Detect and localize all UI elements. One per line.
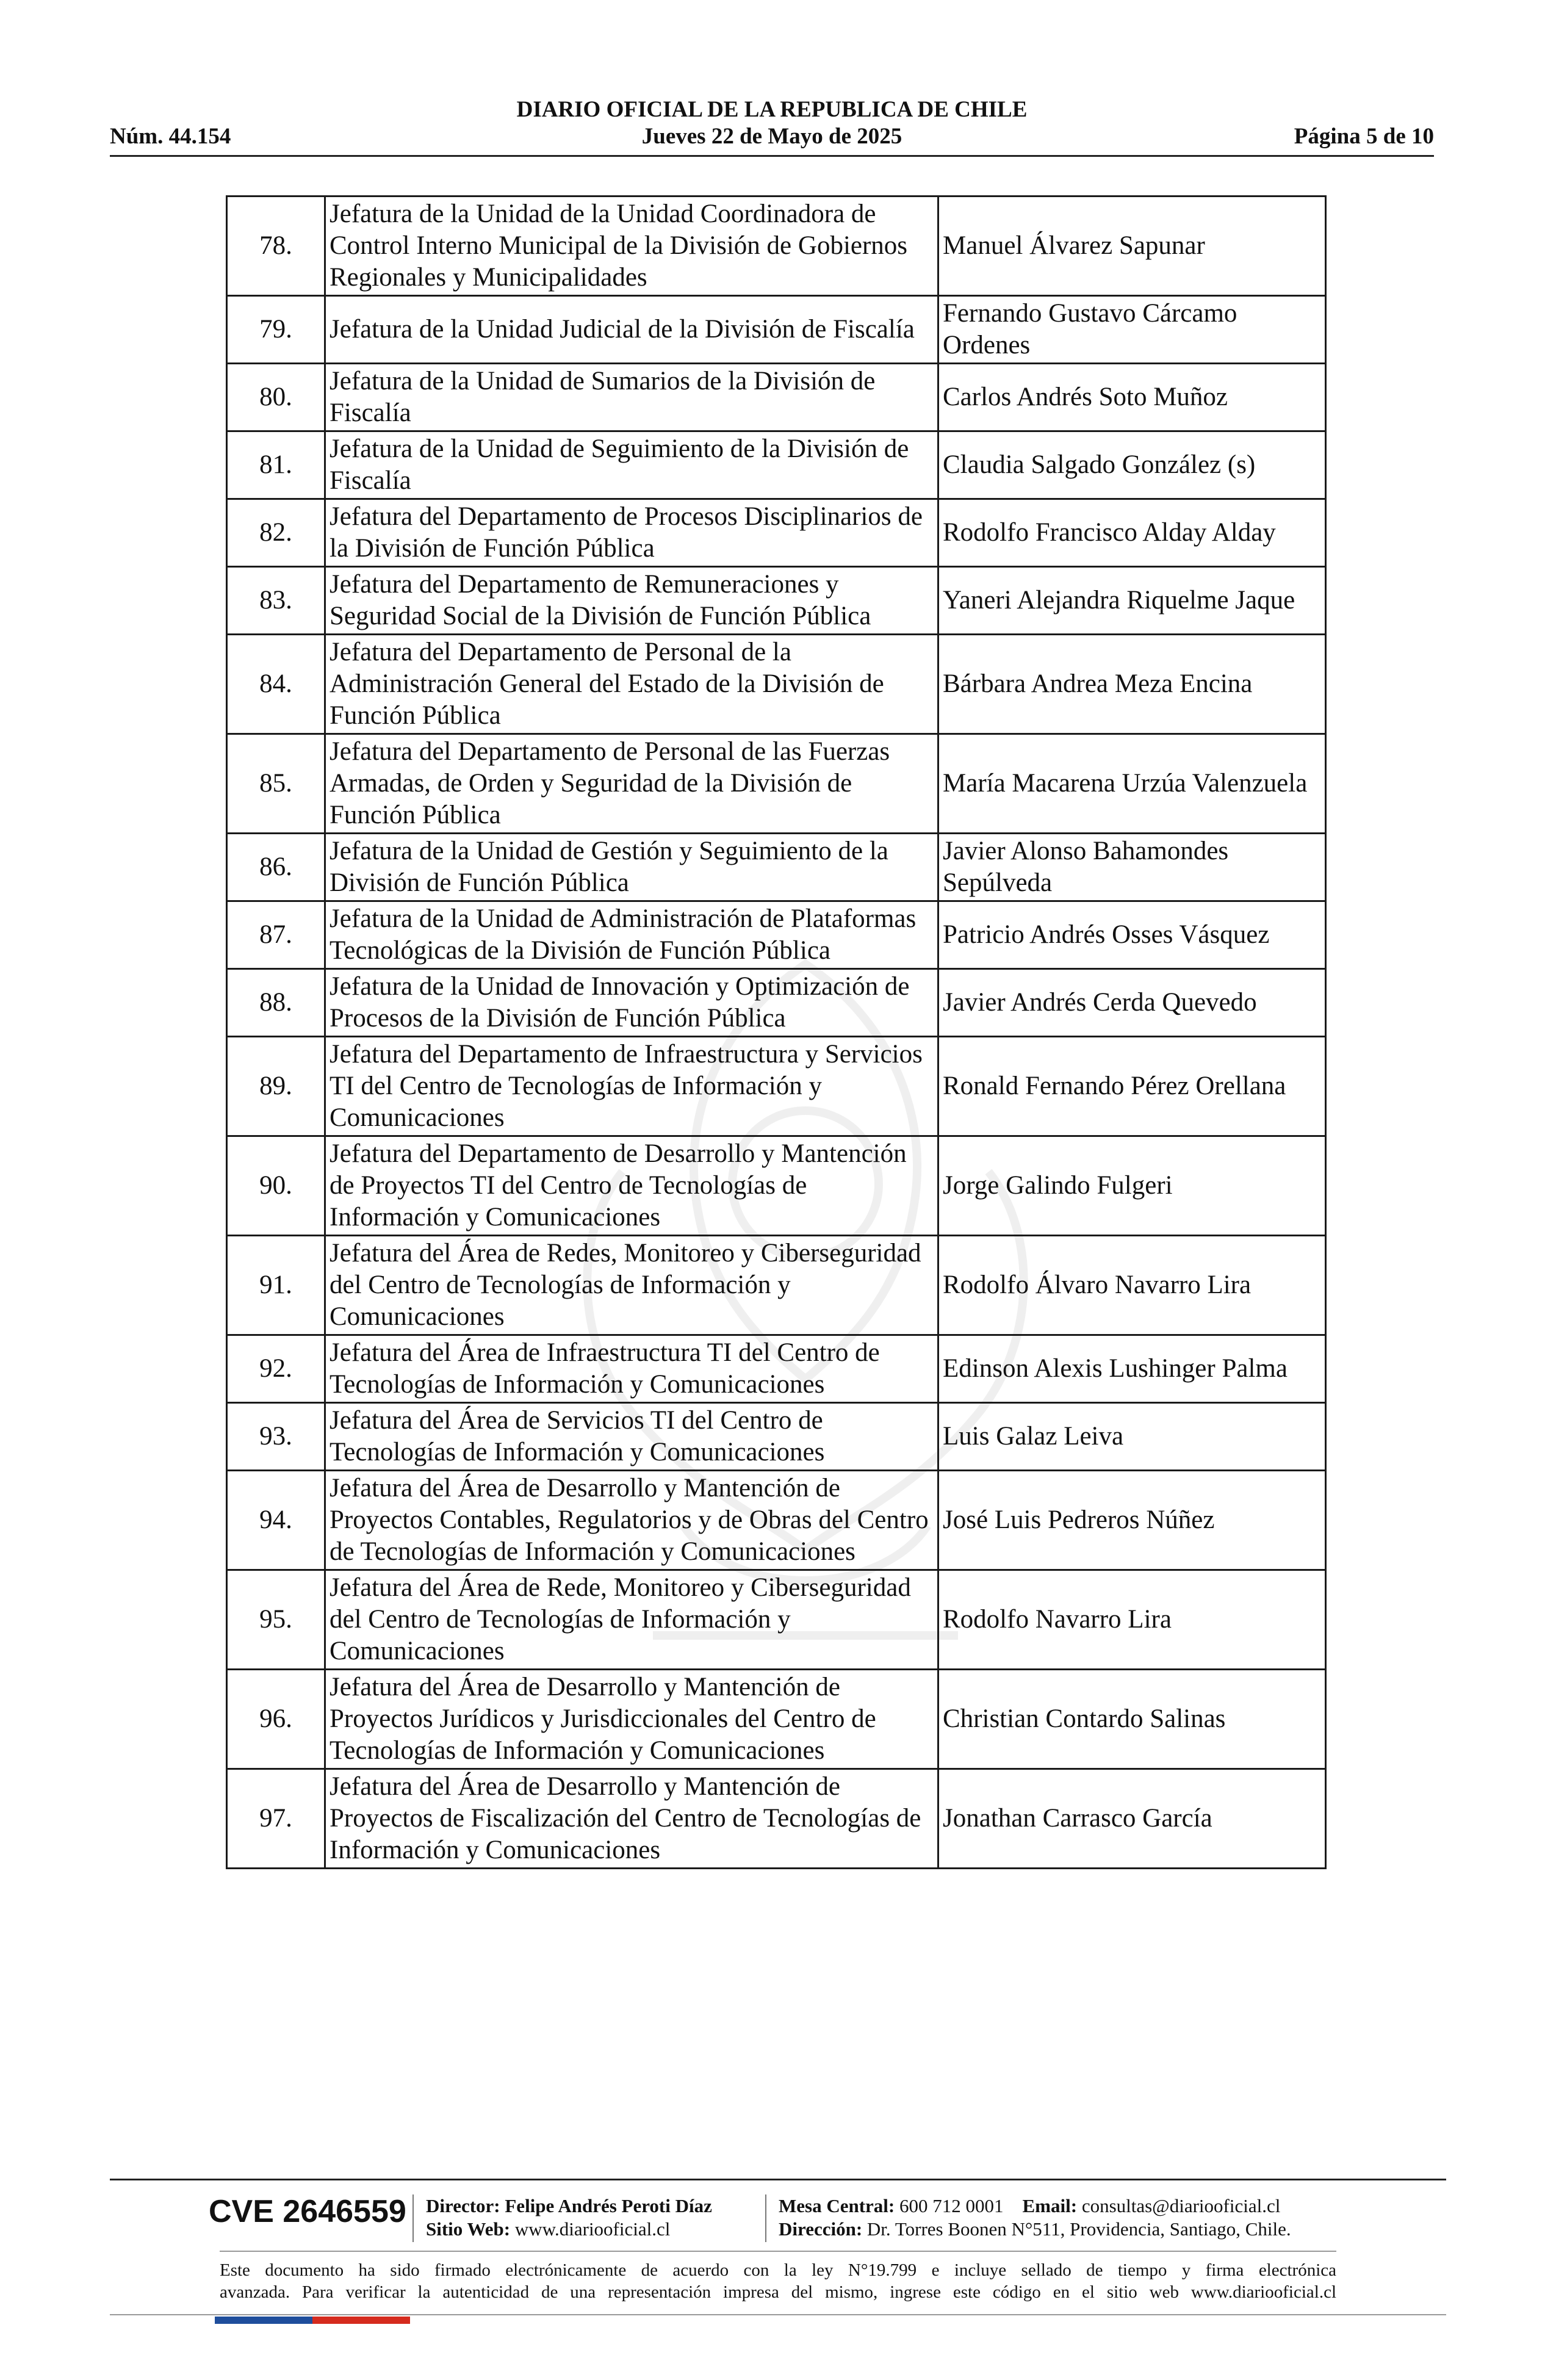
appointee-name: Manuel Álvarez Sapunar [938, 197, 1326, 296]
position-title: Jefatura del Departamento de Infraestructura y Servicios TI del Centro de Tecnologías de Información y Comunicaciones [325, 1037, 938, 1136]
table-row [227, 296, 1326, 364]
table-row [227, 364, 1326, 431]
appointments-table [226, 195, 1327, 1869]
row-number: 93. [227, 1403, 325, 1471]
legal-notice-line: Este documento ha sido firmado electrónicamente de acuerdo con la ley N°19.799 e incluye sellado de tiempo y firma electrónica [220, 2260, 1336, 2280]
position-title: Jefatura del Departamento de Desarrollo y Mantención de Proyectos TI del Centro de Tecnologías de Información y Comunicaciones [325, 1136, 938, 1236]
table-row [227, 1335, 1326, 1403]
table-row [227, 1769, 1326, 1869]
position-title: Jefatura del Departamento de Remuneraciones y Seguridad Social de la División de Función Pública [325, 567, 938, 635]
row-number: 86. [227, 834, 325, 901]
table-row [227, 499, 1326, 567]
flag-stripe [215, 2317, 410, 2324]
position-title: Jefatura del Área de Infraestructura TI del Centro de Tecnologías de Información y Comunicaciones [325, 1335, 938, 1403]
director-label: Director: [426, 2195, 500, 2216]
table-row [227, 969, 1326, 1037]
appointee-name: Rodolfo Álvaro Navarro Lira [938, 1236, 1326, 1335]
issue-number: Núm. 44.154 [110, 124, 231, 149]
appointee-name: Claudia Salgado González (s) [938, 431, 1326, 499]
position-title: Jefatura del Área de Desarrollo y Mantención de Proyectos de Fiscalización del Centro de Tecnologías de Información y Comunicaciones [325, 1769, 938, 1869]
footer-divider-top [110, 2179, 1446, 2180]
page-header [110, 92, 1434, 159]
position-title: Jefatura de la Unidad de Seguimiento de la División de Fiscalía [325, 431, 938, 499]
row-number: 97. [227, 1769, 325, 1869]
address-text: Dr. Torres Boonen N°511, Providencia, Santiago, Chile. [866, 2218, 1291, 2240]
legal-notice [220, 2259, 1336, 2303]
row-number: 84. [227, 635, 325, 734]
row-number: 89. [227, 1037, 325, 1136]
appointee-name: Jorge Galindo Fulgeri [938, 1136, 1326, 1236]
appointee-name: Rodolfo Navarro Lira [938, 1570, 1326, 1670]
footer-separator [412, 2194, 414, 2242]
footer-divider-middle [220, 2251, 1336, 2252]
table-row [227, 567, 1326, 635]
cve-code: CVE 2646559 [209, 2194, 406, 2229]
footer-director-block [426, 2194, 712, 2241]
appointee-name: Christian Contardo Salinas [938, 1670, 1326, 1769]
publication-date: Jueves 22 de Mayo de 2025 [641, 124, 902, 149]
table-row [227, 1570, 1326, 1670]
position-title: Jefatura del Área de Desarrollo y Mantención de Proyectos Contables, Regulatorios y de Obras del Centro de Tecnologías de Información y Comunicaciones [325, 1471, 938, 1570]
appointee-name: Luis Galaz Leiva [938, 1403, 1326, 1471]
appointee-name: Edinson Alexis Lushinger Palma [938, 1335, 1326, 1403]
table-row [227, 635, 1326, 734]
row-number: 92. [227, 1335, 325, 1403]
position-title: Jefatura de la Unidad de la Unidad Coordinadora de Control Interno Municipal de la División de Gobiernos Regionales y Municipalidades [325, 197, 938, 296]
appointee-name: Patricio Andrés Osses Vásquez [938, 901, 1326, 969]
row-number: 80. [227, 364, 325, 431]
table-row [227, 1403, 1326, 1471]
row-number: 78. [227, 197, 325, 296]
row-number: 81. [227, 431, 325, 499]
table-row [227, 1670, 1326, 1769]
table-row [227, 1037, 1326, 1136]
table-row [227, 901, 1326, 969]
table-row [227, 734, 1326, 834]
position-title: Jefatura de la Unidad de Sumarios de la División de Fiscalía [325, 364, 938, 431]
row-number: 94. [227, 1471, 325, 1570]
appointee-name: María Macarena Urzúa Valenzuela [938, 734, 1326, 834]
appointee-name: Bárbara Andrea Meza Encina [938, 635, 1326, 734]
appointee-name: Ronald Fernando Pérez Orellana [938, 1037, 1326, 1136]
position-title: Jefatura del Departamento de Procesos Disciplinarios de la División de Función Pública [325, 499, 938, 567]
page-number: Página 5 de 10 [1294, 124, 1434, 149]
site-link[interactable]: www.diariooficial.cl [514, 2218, 671, 2240]
site-label: Sitio Web: [426, 2218, 511, 2240]
address-label: Dirección: [779, 2218, 863, 2240]
table-row [227, 1471, 1326, 1570]
header-divider [110, 155, 1434, 157]
publication-title: DIARIO OFICIAL DE LA REPUBLICA DE CHILE [516, 97, 1028, 122]
table-row [227, 1136, 1326, 1236]
row-number: 96. [227, 1670, 325, 1769]
email-link[interactable]: consultas@diariooficial.cl [1081, 2195, 1281, 2216]
position-title: Jefatura del Departamento de Personal de la Administración General del Estado de la División de Función Pública [325, 635, 938, 734]
appointee-name: Carlos Andrés Soto Muñoz [938, 364, 1326, 431]
row-number: 85. [227, 734, 325, 834]
position-title: Jefatura de la Unidad de Innovación y Optimización de Procesos de la División de Función Pública [325, 969, 938, 1037]
position-title: Jefatura del Área de Desarrollo y Mantención de Proyectos Jurídicos y Jurisdiccionales del Centro de Tecnologías de Información y Comunicaciones [325, 1670, 938, 1769]
position-title: Jefatura del Área de Redes, Monitoreo y Ciberseguridad del Centro de Tecnologías de Información y Comunicaciones [325, 1236, 938, 1335]
footer-contact-block [779, 2194, 1291, 2241]
row-number: 83. [227, 567, 325, 635]
appointee-name: Jonathan Carrasco García [938, 1769, 1326, 1869]
appointee-name: Yaneri Alejandra Riquelme Jaque [938, 567, 1326, 635]
flag-red-segment [312, 2317, 410, 2324]
row-number: 95. [227, 1570, 325, 1670]
table-row [227, 834, 1326, 901]
table-row [227, 197, 1326, 296]
table-row [227, 431, 1326, 499]
row-number: 82. [227, 499, 325, 567]
legal-notice-line: avanzada. Para verificar la autenticidad de una representación impresa del mismo, ingrese este código en el sitio web www.diariooficial.cl [220, 2282, 1336, 2302]
appointee-name: Javier Andrés Cerda Quevedo [938, 969, 1326, 1037]
table-row [227, 1236, 1326, 1335]
position-title: Jefatura de la Unidad Judicial de la División de Fiscalía [325, 296, 938, 364]
position-title: Jefatura de la Unidad de Administración de Plataformas Tecnológicas de la División de Función Pública [325, 901, 938, 969]
flag-blue-segment [215, 2317, 312, 2324]
footer-divider-bottom [110, 2314, 1446, 2315]
email-label: Email: [1022, 2195, 1078, 2216]
director-name: Felipe Andrés Peroti Díaz [505, 2195, 712, 2216]
appointee-name: José Luis Pedreros Núñez [938, 1471, 1326, 1570]
appointee-name: Javier Alonso Bahamondes Sepúlveda [938, 834, 1326, 901]
row-number: 88. [227, 969, 325, 1037]
row-number: 79. [227, 296, 325, 364]
phone-number: 600 712 0001 [899, 2195, 1004, 2216]
position-title: Jefatura del Área de Servicios TI del Centro de Tecnologías de Información y Comunicaciones [325, 1403, 938, 1471]
appointee-name: Rodolfo Francisco Alday Alday [938, 499, 1326, 567]
appointee-name: Fernando Gustavo Cárcamo Ordenes [938, 296, 1326, 364]
position-title: Jefatura del Departamento de Personal de las Fuerzas Armadas, de Orden y Seguridad de la División de Función Pública [325, 734, 938, 834]
row-number: 90. [227, 1136, 325, 1236]
position-title: Jefatura de la Unidad de Gestión y Seguimiento de la División de Función Pública [325, 834, 938, 901]
row-number: 91. [227, 1236, 325, 1335]
phone-label: Mesa Central: [779, 2195, 895, 2216]
row-number: 87. [227, 901, 325, 969]
footer-separator [765, 2194, 766, 2242]
position-title: Jefatura del Área de Rede, Monitoreo y Ciberseguridad del Centro de Tecnologías de Información y Comunicaciones [325, 1570, 938, 1670]
